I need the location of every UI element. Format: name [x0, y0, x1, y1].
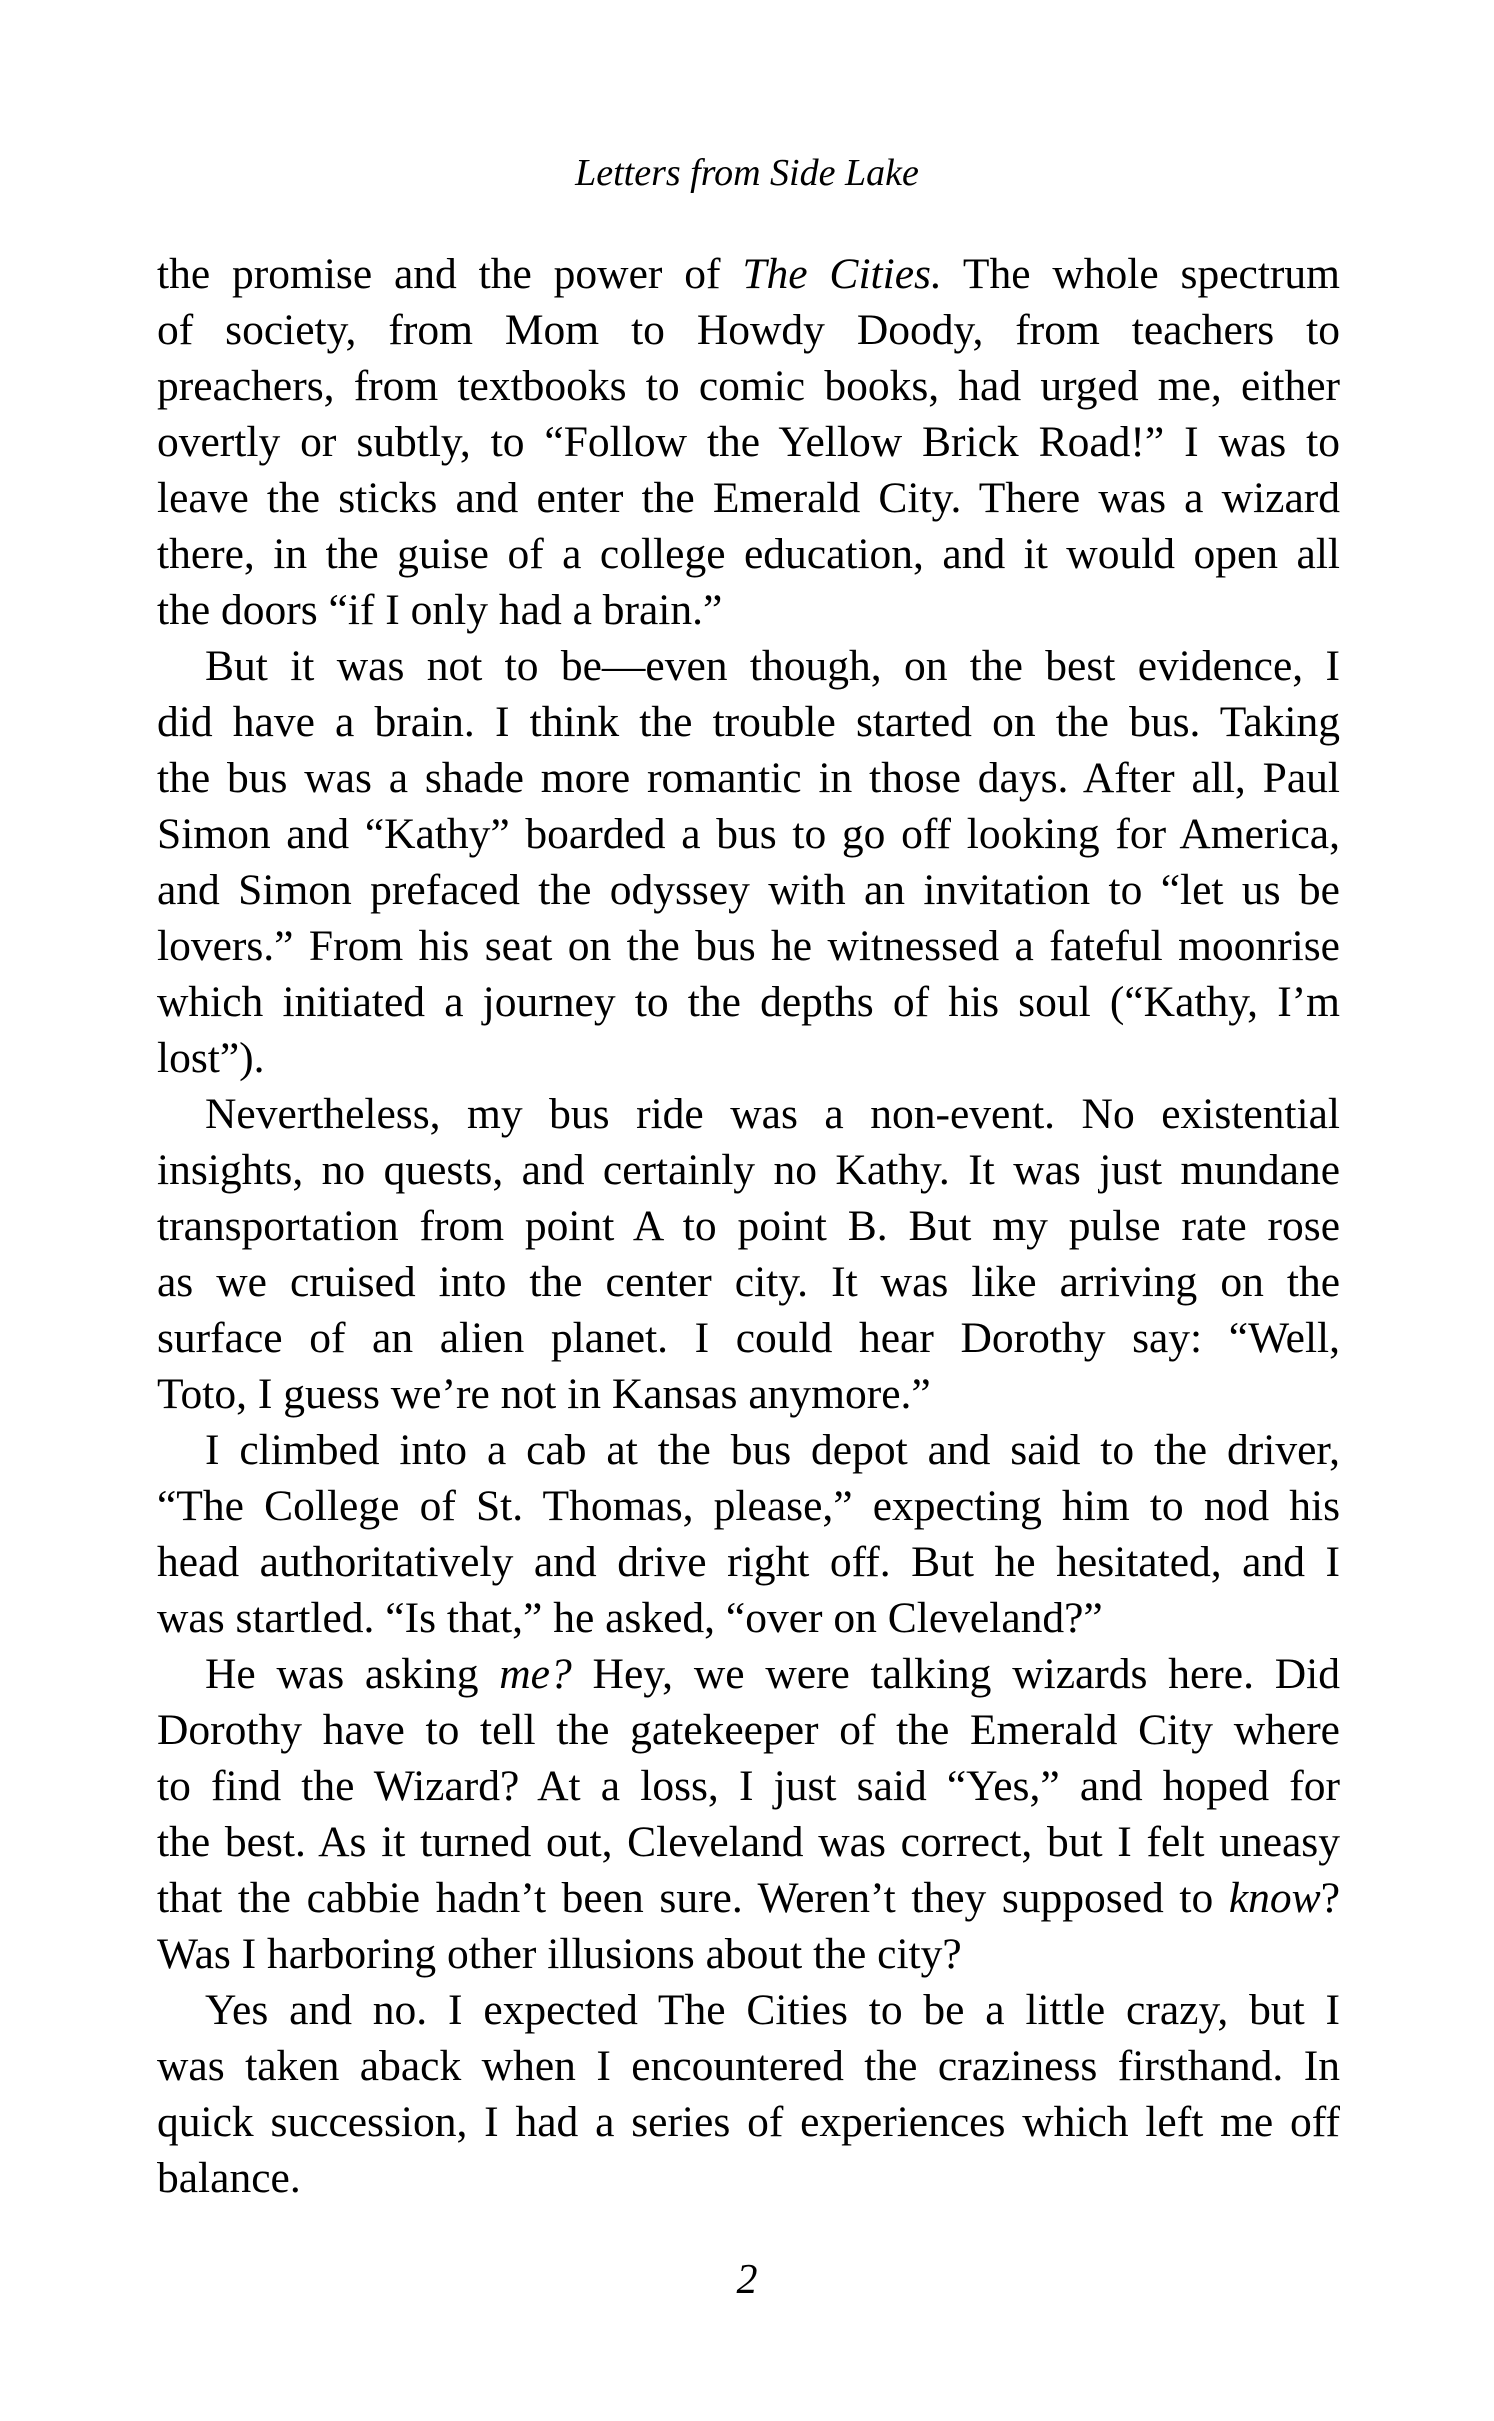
text-line: Yes and no. I expected The Cities to be a little crazy, but I: [205, 1986, 1340, 2034]
text-line: the best. As it turned out, Cleveland was correct, but I felt uneasy: [157, 1818, 1340, 1866]
text-line: lovers.” From his seat on the bus he witnessed a fateful moonrise: [157, 922, 1340, 970]
paragraph: [157, 1086, 1340, 1422]
text-line: lost”).: [157, 1034, 265, 1082]
paragraph: [157, 246, 1340, 638]
text-line: to find the Wizard? At a loss, I just said “Yes,” and hoped for: [157, 1762, 1340, 1810]
text-line: as we cruised into the center city. It was like arriving on the: [157, 1258, 1340, 1306]
body-text: [157, 246, 1340, 2206]
text-line: the bus was a shade more romantic in those days. After all, Paul: [157, 754, 1340, 802]
text-line: Was I harboring other illusions about the city?: [157, 1930, 962, 1978]
paragraph: [157, 1982, 1340, 2206]
paragraph: [157, 1646, 1340, 1982]
text-line: that the cabbie hadn’t been sure. Weren’t they supposed to know?: [157, 1874, 1340, 1922]
text-line: overtly or subtly, to “Follow the Yellow Brick Road!” I was to: [157, 418, 1340, 466]
text-line: I climbed into a cab at the bus depot and said to the driver,: [205, 1426, 1340, 1474]
text-line: But it was not to be—even though, on the best evidence, I: [205, 642, 1340, 690]
text-line: transportation from point A to point B. But my pulse rate rose: [157, 1202, 1340, 1250]
text-line: which initiated a journey to the depths of his soul (“Kathy, I’m: [157, 978, 1340, 1026]
text-line: of society, from Mom to Howdy Doody, from teachers to: [157, 306, 1340, 354]
paragraph: [157, 638, 1340, 1086]
page-number: 2: [736, 2257, 758, 2303]
italic-text: me?: [499, 1650, 572, 1698]
text-line: the doors “if I only had a brain.”: [157, 586, 723, 634]
text-line: surface of an alien planet. I could hear Dorothy say: “Well,: [157, 1314, 1340, 1362]
text-line: was taken aback when I encountered the craziness firsthand. In: [157, 2042, 1340, 2090]
text-line: Toto, I guess we’re not in Kansas anymore.”: [157, 1370, 931, 1418]
text-line: was startled. “Is that,” he asked, “over on Cleveland?”: [157, 1594, 1103, 1642]
text-line: insights, no quests, and certainly no Kathy. It was just mundane: [157, 1146, 1340, 1194]
text-line: there, in the guise of a college education, and it would open all: [157, 530, 1340, 578]
text-line: and Simon prefaced the odyssey with an invitation to “let us be: [157, 866, 1340, 914]
italic-text: The Cities.: [742, 250, 942, 298]
text-line: preachers, from textbooks to comic books, had urged me, either: [157, 362, 1340, 410]
text-line: did have a brain. I think the trouble started on the bus. Taking: [157, 698, 1340, 746]
text-line: quick succession, I had a series of experiences which left me off: [157, 2098, 1340, 2146]
italic-text: know: [1228, 1874, 1321, 1922]
text-line: the promise and the power of The Cities. The whole spectrum: [157, 250, 1340, 298]
text-line: Simon and “Kathy” boarded a bus to go off looking for America,: [157, 810, 1340, 858]
text-line: head authoritatively and drive right off. But he hesitated, and I: [157, 1538, 1340, 1586]
text-line: leave the sticks and enter the Emerald City. There was a wizard: [157, 474, 1340, 522]
text-line: Dorothy have to tell the gatekeeper of the Emerald City where: [157, 1706, 1340, 1754]
running-head: Letters from Side Lake: [575, 152, 919, 194]
text-line: Nevertheless, my bus ride was a non-event. No existential: [205, 1090, 1340, 1138]
paragraph: [157, 1422, 1340, 1646]
text-line: balance.: [157, 2154, 301, 2202]
text-line: He was asking me? Hey, we were talking wizards here. Did: [205, 1650, 1340, 1698]
text-line: “The College of St. Thomas, please,” expecting him to nod his: [157, 1482, 1340, 1530]
